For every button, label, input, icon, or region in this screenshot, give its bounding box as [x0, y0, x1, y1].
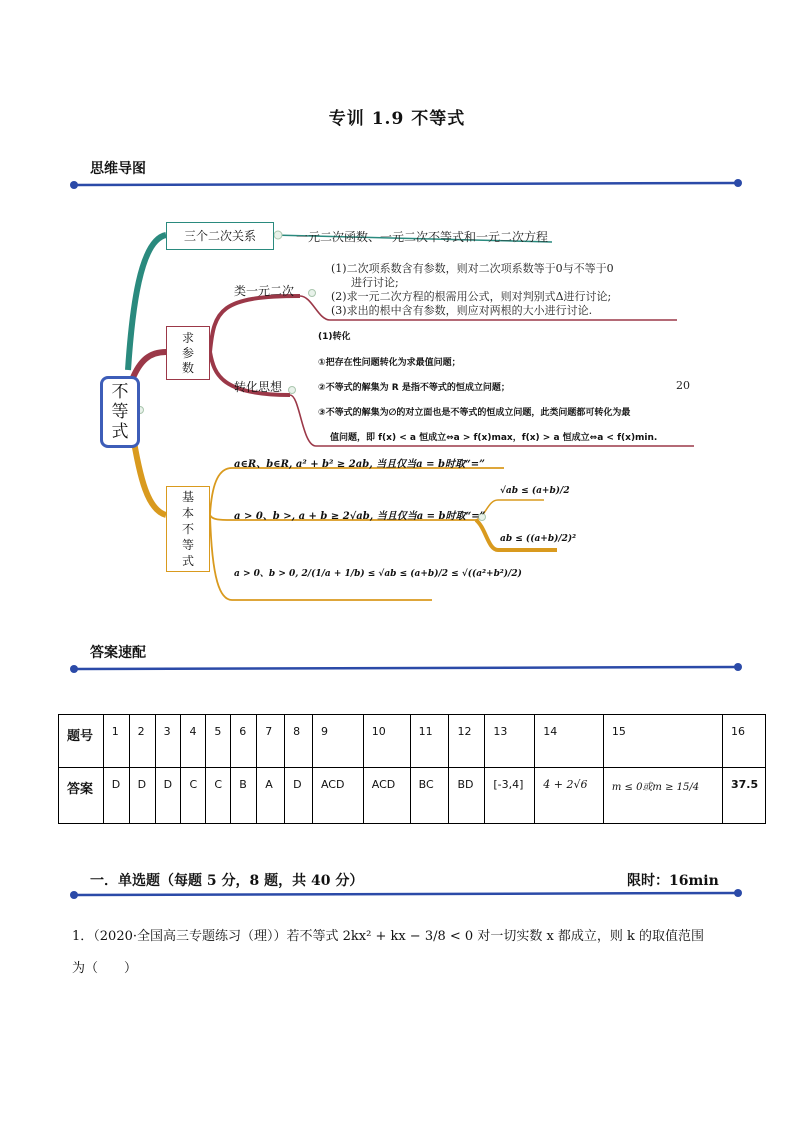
table-cell: 2	[129, 715, 155, 768]
center-char: 式	[111, 422, 129, 442]
table-cell: B	[231, 768, 257, 824]
table-cell: 14	[535, 715, 604, 768]
table-cell: ACD	[312, 768, 363, 824]
node-quasi-quadratic: 类一元二次	[234, 284, 295, 298]
table-cell: 9	[312, 715, 363, 768]
table-cell: 1	[103, 715, 129, 768]
table-cell: 8	[285, 715, 313, 768]
table-cell: D	[103, 768, 129, 824]
inequality-line-1: a∈R、b∈R, a² + b² ≥ 2ab, 当且仅当a = b时取“=”	[234, 459, 485, 470]
table-cell: D	[155, 768, 181, 824]
table-cell: D	[129, 768, 155, 824]
table-row	[59, 715, 766, 768]
center-char: 等	[111, 402, 129, 422]
table-cell: 答案	[59, 768, 104, 824]
section-rule-mindmap	[60, 178, 750, 190]
stray-number: 20	[676, 379, 690, 392]
question-1-line-1: 1．（2020·全国高三专题练习（理））若不等式 2kx² + kx − 3/8 < 0 对一切实数 x 都成立，则 k 的取值范围	[72, 929, 705, 944]
table-cell: BD	[449, 768, 485, 824]
node-char: 不	[181, 522, 194, 536]
inequality-line-3: a > 0、b > 0, 2/(1/a + 1/b) ≤ √ab ≤ (a+b)/2 ≤ √((a²+b²)/2)	[234, 569, 522, 579]
table-cell: 13	[485, 715, 535, 768]
section-rule-single-choice	[60, 888, 750, 900]
section-heading-mindmap: 思维导图	[90, 161, 146, 177]
mindmap-center-node	[100, 376, 140, 448]
note-line: (1)二次项系数含有参数，则对二次项系数等于0与不等于0	[331, 262, 614, 275]
table-cell: ACD	[363, 768, 410, 824]
inequality-sub-1: √ab ≤ (a+b)/2	[500, 486, 570, 496]
transform-note-3: ②不等式的解集为 R 是指不等式的恒成立问题；	[318, 383, 510, 393]
table-cell: 11	[410, 715, 449, 768]
transform-note-2: ①把存在性问题转化为求最值问题；	[318, 358, 461, 368]
transform-note-4: ③不等式的解集为∅的对立面也是不等式的恒成立问题，此类问题都可转化为最	[318, 408, 631, 418]
table-cell: 12	[449, 715, 485, 768]
node-transform-idea: 转化思想	[234, 380, 283, 394]
note-line: 进行讨论;	[351, 276, 399, 289]
node-char: 基	[181, 490, 194, 504]
node-char: 式	[181, 554, 194, 568]
time-limit: 限时：16min	[627, 873, 719, 889]
table-cell: 7	[257, 715, 285, 768]
table-cell: 15	[603, 715, 722, 768]
table-cell: D	[285, 768, 313, 824]
table-cell: 4 + 2√6	[535, 768, 604, 824]
table-cell: 5	[206, 715, 231, 768]
table-cell: A	[257, 768, 285, 824]
section-rule-answers	[60, 662, 750, 674]
table-cell: 37.5	[722, 768, 765, 824]
center-char: 不	[111, 382, 129, 402]
table-cell: 6	[231, 715, 257, 768]
table-cell: 10	[363, 715, 410, 768]
section-heading-answers: 答案速配	[90, 645, 146, 661]
table-cell: 16	[722, 715, 765, 768]
table-cell: 题号	[59, 715, 104, 768]
section-heading-single-choice: 一．单选题（每题 5 分，8 题，共 40 分）	[90, 873, 364, 889]
note-line: (3)求出的根中含有参数，则应对两根的大小进行讨论.	[331, 304, 593, 317]
table-cell: C	[206, 768, 231, 824]
question-1	[72, 921, 742, 985]
table-row	[59, 768, 766, 824]
inequality-line-2: a > 0、b >, a + b ≥ 2√ab, 当且仅当a = b时取“=”	[234, 511, 486, 522]
notes-quasi-quadratic	[331, 262, 614, 318]
table-cell: m ≤ 0或m ≥ 15/4	[603, 768, 722, 824]
node-char: 求	[181, 330, 194, 345]
transform-note-5: 值问题，即 f(x) < a 恒成立⇔a > f(x)max，f(x) > a 恒成立⇔a < f(x)min.	[330, 433, 658, 443]
node-char: 本	[181, 506, 194, 520]
table-cell: [-3,4]	[485, 768, 535, 824]
answer-table	[58, 714, 766, 824]
page-title: 专训 1.9 不等式	[328, 109, 466, 129]
node-char: 等	[181, 538, 194, 552]
node-char: 参	[181, 345, 194, 360]
inequality-sub-2: ab ≤ ((a+b)/2)²	[500, 534, 577, 544]
question-1-line-2: 为（ ）	[72, 961, 138, 976]
note-three-quadratic: 一元二次函数、一元二次不等式和一元二次方程	[296, 230, 549, 244]
table-cell: BC	[410, 768, 449, 824]
note-line: (2)求一元二次方程的根需用公式，则对判别式Δ进行讨论;	[331, 290, 612, 303]
transform-note-1: (1)转化	[318, 332, 351, 342]
table-cell: C	[181, 768, 206, 824]
node-three-quadratic: 三个二次关系	[166, 222, 274, 250]
node-char: 数	[181, 360, 194, 375]
node-basic-inequality	[166, 486, 210, 572]
table-cell: 3	[155, 715, 181, 768]
table-cell: 4	[181, 715, 206, 768]
node-solve-parameter	[166, 326, 210, 380]
